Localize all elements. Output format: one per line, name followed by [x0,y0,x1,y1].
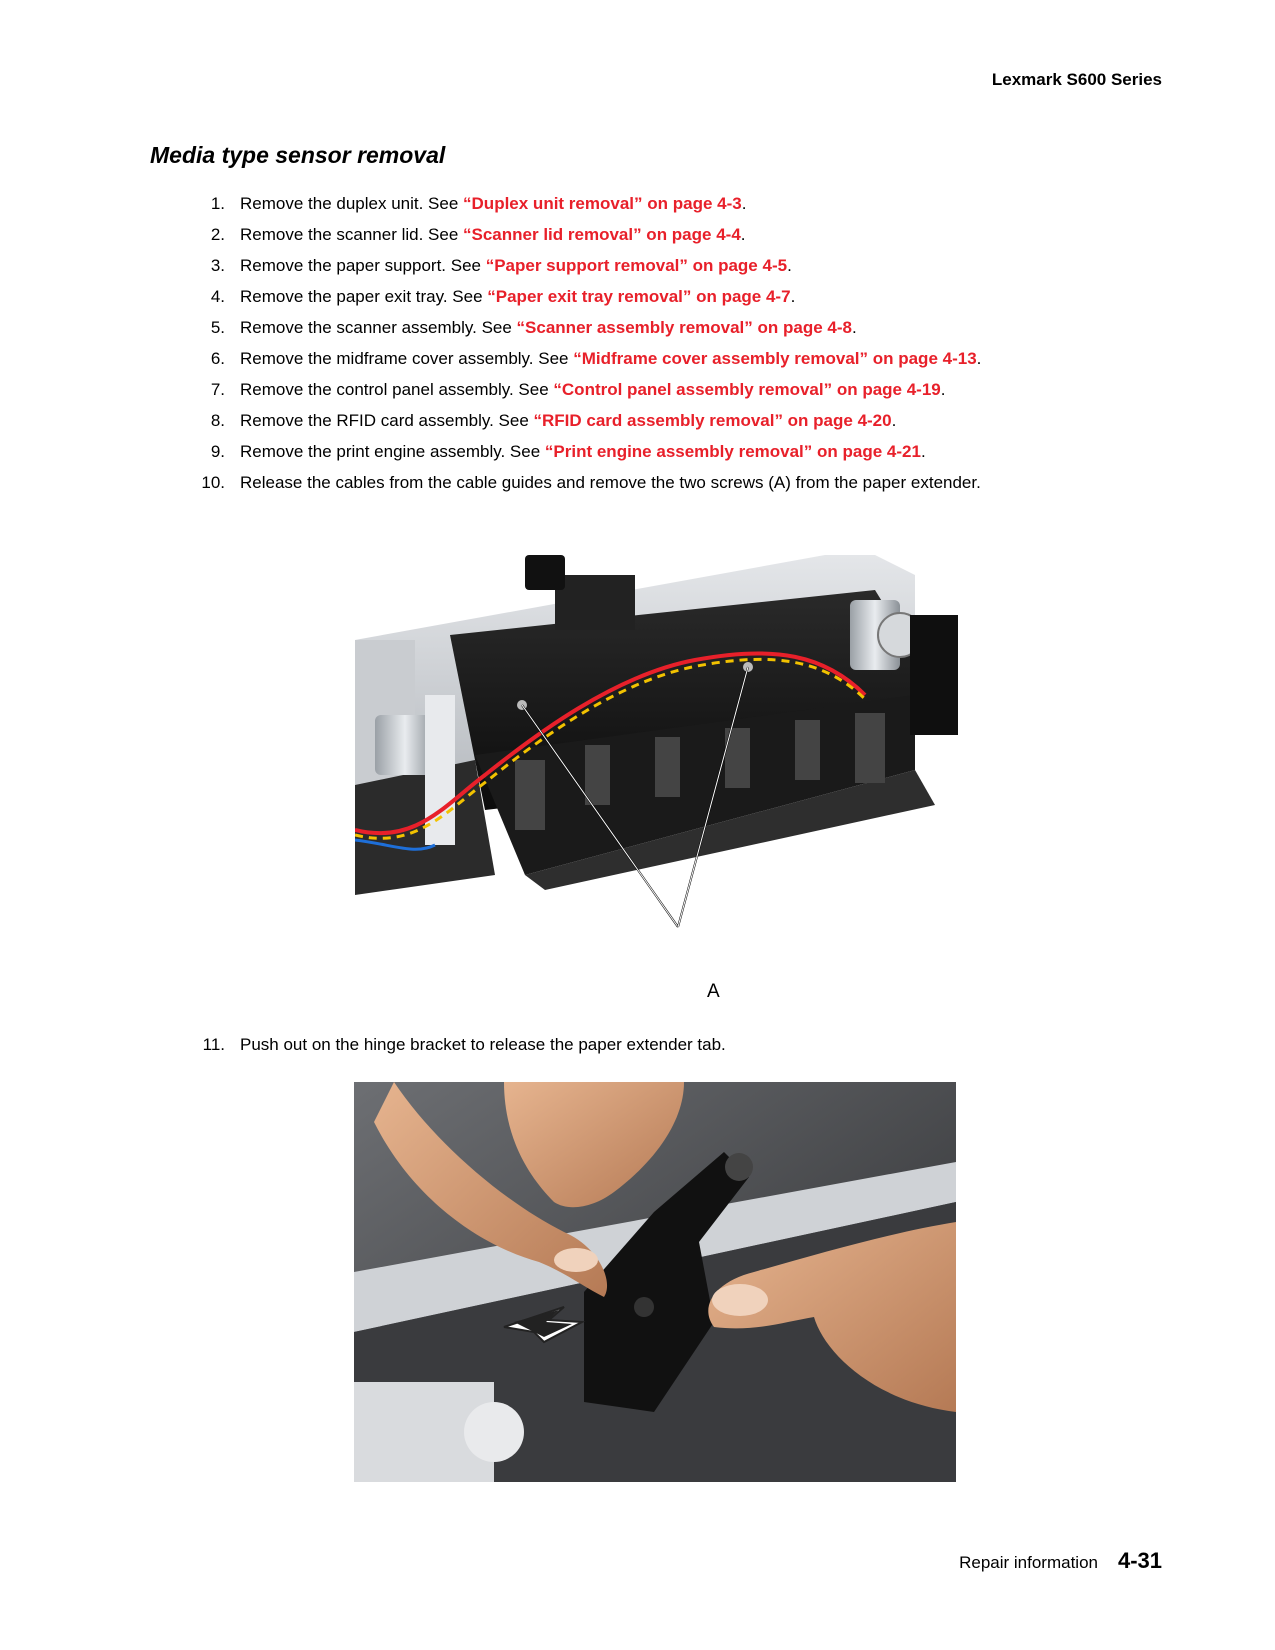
step-5 [0,318,1275,349]
step-text: Remove the print engine assembly. See [240,442,545,461]
step-4 [0,287,1275,318]
step-1 [0,194,1275,225]
step-11 [0,1035,1275,1066]
step-6 [0,349,1275,380]
step-text: Push out on the hinge bracket to release the paper extender tab. [240,1035,726,1054]
step-3 [0,256,1275,287]
cross-reference-link[interactable]: “Control panel assembly removal” on page 4-19 [553,380,941,399]
step-number: 2. [210,225,225,244]
step-text: Remove the duplex unit. See [240,194,464,213]
step-number: 9. [210,442,225,461]
hinge-bracket-photo [354,1082,956,1482]
callout-label-a: A [707,981,720,1002]
step-2 [0,225,1275,256]
section-title: Media type sensor removal [150,142,446,168]
step-punctuation: . [740,225,746,244]
hinge-bracket-illustration [354,1082,956,1482]
paper-extender-illustration [355,545,961,935]
cross-reference-link[interactable]: “Scanner assembly removal” on page 4-8 [516,318,852,337]
procedure-steps [0,194,1275,504]
running-header: Lexmark S600 Series [991,70,1162,89]
cross-reference-link[interactable]: “Print engine assembly removal” on page 4-21 [544,442,921,461]
step-8 [0,411,1275,442]
cross-reference-link[interactable]: “Paper exit tray removal” on page 4-7 [487,287,791,306]
step-9 [0,442,1275,473]
step-text: Remove the control panel assembly. See [240,380,554,399]
step-punctuation: . [790,287,796,306]
step-number: 7. [210,380,225,399]
step-punctuation: . [741,194,747,213]
step-10 [0,473,1275,504]
step-text: Remove the scanner assembly. See [240,318,517,337]
step-text: Release the cables from the cable guides and remove the two screws (A) from the paper extender. [240,473,981,492]
step-text: Remove the RFID card assembly. See [240,411,534,430]
step-text: Remove the scanner lid. See [240,225,464,244]
step-number: 6. [210,349,225,368]
cross-reference-link[interactable]: “Duplex unit removal” on page 4-3 [463,194,742,213]
footer-section-name: Repair information [959,1553,1098,1572]
step-number: 11. [202,1035,225,1054]
cross-reference-link[interactable]: “RFID card assembly removal” on page 4-20 [533,411,892,430]
cross-reference-link[interactable]: “Midframe cover assembly removal” on page 4-13 [573,349,977,368]
step-punctuation: . [787,256,792,275]
step-text: Remove the paper support. See [240,256,486,275]
step-number: 5. [210,318,225,337]
cross-reference-link[interactable]: “Scanner lid removal” on page 4-4 [463,225,741,244]
step-punctuation: . [920,442,926,461]
step-text: Remove the paper exit tray. See [240,287,488,306]
step-number: 10. [201,473,225,492]
step-number: 3. [210,256,225,275]
step-number: 1. [210,194,225,213]
step-text: Remove the midframe cover assembly. See [240,349,574,368]
page-number: 4-31 [1117,1548,1162,1573]
step-punctuation: . [940,380,946,399]
step-punctuation: . [851,318,857,337]
step-number: 8. [210,411,225,430]
cross-reference-link[interactable]: “Paper support removal” on page 4-5 [485,256,788,275]
paper-extender-photo [355,545,961,935]
step-punctuation: . [891,411,897,430]
step-7 [0,380,1275,411]
step-number: 4. [210,287,225,306]
step-punctuation: . [976,349,982,368]
